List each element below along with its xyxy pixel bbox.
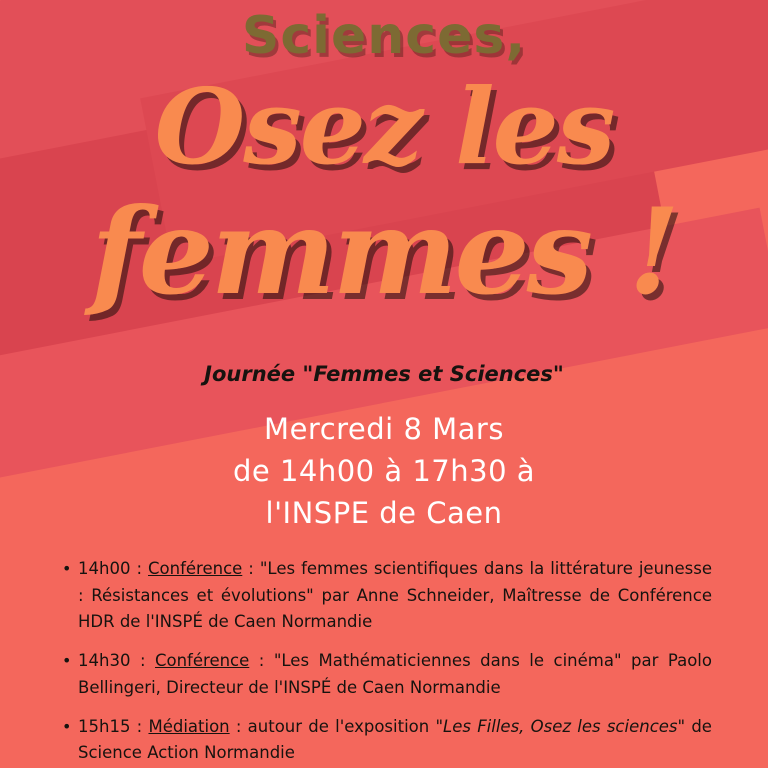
program-list: [62, 556, 712, 768]
program-body-post: de Science Action Normandie: [78, 716, 712, 763]
program-time: 14h00: [78, 559, 131, 578]
program-separator-1: :: [130, 559, 148, 578]
bullet-icon: •: [62, 559, 72, 578]
event-date-line-2: de 14h00 à 17h30 à: [232, 454, 536, 489]
program-body: "Les femmes scientifiques dans la littérature jeunesse : Résistances et évolutions" par Anne Schneider, Maîtresse de Conférence HDR de l'INSPÉ de Caen Normandie: [78, 559, 712, 632]
bullet-icon: •: [62, 651, 72, 671]
headline-script-line-1: Osez les: [154, 65, 614, 188]
program-body-exhibition-title: "Les Filles, Osez les sciences": [435, 716, 686, 736]
program-separator-2: :: [242, 559, 260, 578]
list-item: [62, 648, 712, 701]
program-body-pre: autour de l'exposition: [247, 716, 436, 736]
program-entry-text: [78, 556, 712, 636]
program-kind: Conférence: [148, 559, 243, 578]
program-kind: Médiation: [148, 716, 230, 736]
list-item: [62, 556, 712, 636]
program-time: 14h30: [78, 651, 131, 671]
headline-script-line-2: femmes !: [91, 182, 677, 321]
event-date-line-3: l'INSPE de Caen: [265, 496, 503, 531]
event-date-block: [0, 408, 768, 534]
program-kind: Conférence: [154, 651, 250, 671]
program-separator-2: :: [249, 651, 274, 671]
program-separator-1: :: [130, 716, 149, 736]
event-date-line-1: Mercredi 8 Mars: [264, 412, 504, 446]
program-separator-2: :: [229, 716, 248, 736]
program-entry-text: [78, 714, 712, 767]
program-body: "Les Mathématiciennes dans le cinéma" par Paolo Bellingeri, Directeur de l'INSPÉ de Caen Normandie: [78, 651, 712, 697]
headline-top-line: Sciences,: [241, 6, 527, 66]
program-separator-1: :: [130, 651, 155, 671]
list-item: [62, 714, 712, 767]
event-subtitle: Journée "Femmes et Sciences": [204, 362, 564, 386]
program-time: 15h15: [78, 716, 131, 736]
bullet-icon: •: [62, 716, 72, 736]
program-entry-text: [78, 648, 712, 701]
